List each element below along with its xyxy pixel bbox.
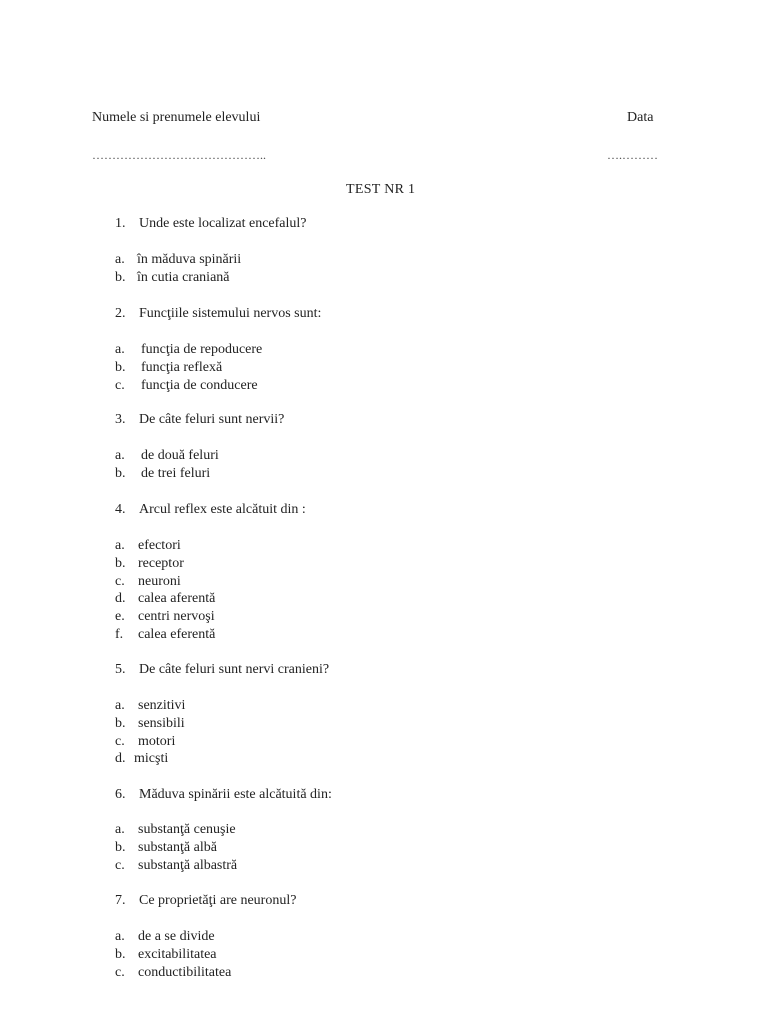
option-text: senzitivi [138, 698, 186, 713]
question-number: 4. [115, 502, 126, 517]
question-text: Unde este localizat encefalul? [139, 216, 307, 231]
question-number: 5. [115, 662, 126, 677]
date-blank: ….……… [607, 148, 658, 162]
option-letter: c. [115, 965, 125, 980]
test-title: TEST NR 1 [346, 182, 416, 197]
option-letter: b. [115, 840, 126, 855]
option-letter: b. [115, 466, 126, 481]
question-text: De câte feluri sunt nervi cranieni? [139, 662, 330, 677]
option-text: efectori [138, 538, 181, 553]
option-letter: b. [115, 716, 126, 731]
option-text: substanţă albastră [138, 858, 238, 873]
question-number: 2. [115, 306, 126, 321]
option-letter: f. [115, 627, 124, 642]
date-label: Data [627, 110, 654, 125]
option-letter: c. [115, 858, 125, 873]
option-text: receptor [138, 556, 184, 571]
question-number: 3. [115, 412, 126, 427]
student-name-blank: …………………………………….. [92, 148, 266, 162]
option-text: substanţă albă [138, 840, 217, 855]
question-text: De câte feluri sunt nervii? [139, 412, 285, 427]
question-text: Măduva spinării este alcătuită din: [139, 787, 332, 802]
option-letter: c. [115, 574, 125, 589]
option-text: de trei feluri [141, 466, 211, 481]
option-text: neuroni [138, 574, 181, 589]
question-number: 7. [115, 893, 126, 908]
option-text: micşti [134, 751, 169, 766]
option-text: substanţă cenuşie [138, 822, 236, 837]
option-text: sensibili [138, 716, 185, 731]
question-text: Ce proprietăţi are neuronul? [139, 893, 297, 908]
option-text: calea eferentă [138, 627, 216, 642]
option-text: de a se divide [138, 929, 215, 944]
option-letter: a. [115, 448, 125, 463]
option-letter: b. [115, 556, 126, 571]
option-letter: c. [115, 378, 125, 393]
option-text: conductibilitatea [138, 965, 232, 980]
option-letter: b. [115, 360, 126, 375]
option-letter: a. [115, 538, 125, 553]
option-letter: a. [115, 929, 125, 944]
option-letter: a. [115, 252, 125, 267]
option-text: în măduva spinării [137, 252, 242, 267]
option-text: în cutia craniană [137, 270, 230, 285]
option-text: funcţia de repoducere [141, 342, 263, 357]
option-letter: a. [115, 342, 125, 357]
option-text: funcţia de conducere [141, 378, 258, 393]
option-letter: d. [115, 751, 126, 766]
option-text: funcţia reflexă [141, 360, 223, 375]
option-text: de două feluri [141, 448, 219, 463]
option-letter: b. [115, 270, 126, 285]
option-letter: b. [115, 947, 126, 962]
option-text: centri nervoşi [138, 609, 215, 624]
option-letter: e. [115, 609, 125, 624]
option-letter: c. [115, 734, 125, 749]
student-name-label: Numele si prenumele elevului [92, 110, 261, 125]
option-letter: a. [115, 822, 125, 837]
option-text: motori [138, 734, 176, 749]
option-text: calea aferentă [138, 591, 216, 606]
option-letter: d. [115, 591, 126, 606]
option-text: excitabilitatea [138, 947, 217, 962]
question-number: 1. [115, 216, 126, 231]
option-letter: a. [115, 698, 125, 713]
question-number: 6. [115, 787, 126, 802]
question-text: Funcţiile sistemului nervos sunt: [139, 306, 322, 321]
question-text: Arcul reflex este alcătuit din : [139, 502, 306, 517]
